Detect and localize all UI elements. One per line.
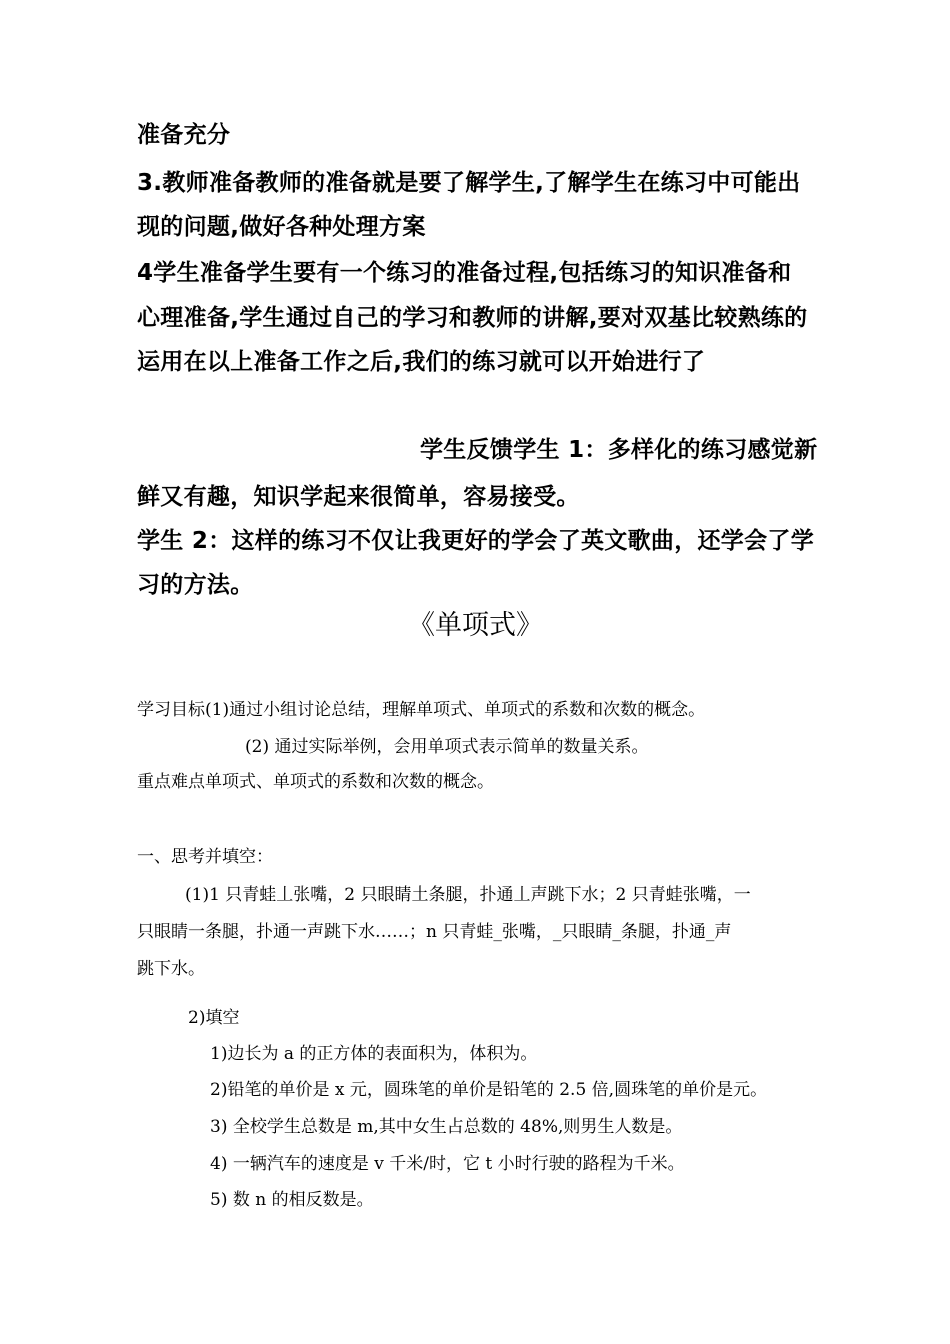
- text-line: 4学生准备学生要有一个练习的准备过程,包括练习的知识准备和: [137, 260, 792, 286]
- question-line: (1)1 只青蛙丄张嘴，2 只眼睛土条腿，扑通丄声跳下水；2 只青蛙张嘴，一: [185, 885, 751, 905]
- text-line: 运用在以上准备工作之后,我们的练习就可以开始进行了: [137, 349, 706, 375]
- feedback-line: 学生反馈学生 1：多样化的练习感觉新: [420, 437, 818, 463]
- section-heading: 一、思考并填空：: [137, 847, 273, 867]
- text-line: 准备充分: [137, 122, 231, 148]
- feedback-line: 学生 2：这样的练习不仅让我更好的学会了英文歌曲，还学会了学: [137, 528, 815, 554]
- feedback-line: 鲜又有趣，知识学起来很简单，容易接受。: [137, 484, 580, 510]
- key-points: 重点难点单项式、单项式的系数和次数的概念。: [137, 772, 494, 792]
- text-line: 现的问题,做好各种处理方案: [137, 214, 426, 240]
- fill-item: 5) 数 n 的相反数是。: [210, 1190, 374, 1210]
- fill-item: 3) 全校学生总数是 m,其中女生占总数的 48%,则男生人数是。: [210, 1117, 683, 1137]
- text-line: 3.教师准备教师的准备就是要了解学生,了解学生在练习中可能出: [137, 170, 801, 196]
- text-line: 心理准备,学生通过自己的学习和教师的讲解,要对双基比较熟练的: [137, 305, 808, 331]
- lesson-title: 《单项式》: [408, 610, 543, 641]
- learning-goal: 学习目标(1)通过小组讨论总结，理解单项式、单项式的系数和次数的概念。: [137, 700, 706, 720]
- question-line: 跳下水。: [137, 959, 205, 979]
- fill-item: 2)铅笔的单价是 x 元，圆珠笔的单价是铅笔的 2.5 倍,圆珠笔的单价是元。: [210, 1080, 768, 1100]
- question-heading: 2)填空: [188, 1008, 240, 1028]
- fill-item: 4) 一辆汽车的速度是 v 千米/时，它 t 小时行驶的路程为千米。: [210, 1154, 685, 1174]
- feedback-line: 习的方法。: [137, 572, 254, 598]
- fill-item: 1)边长为 a 的正方体的表面积为，体积为。: [210, 1044, 538, 1064]
- question-line: 只眼睛一条腿，扑通一声跳下水……；n 只青蛙_张嘴，_只眼睛_条腿，扑通_声: [137, 922, 732, 942]
- learning-goal: (2) 通过实际举例，会用单项式表示简单的数量关系。: [245, 737, 649, 757]
